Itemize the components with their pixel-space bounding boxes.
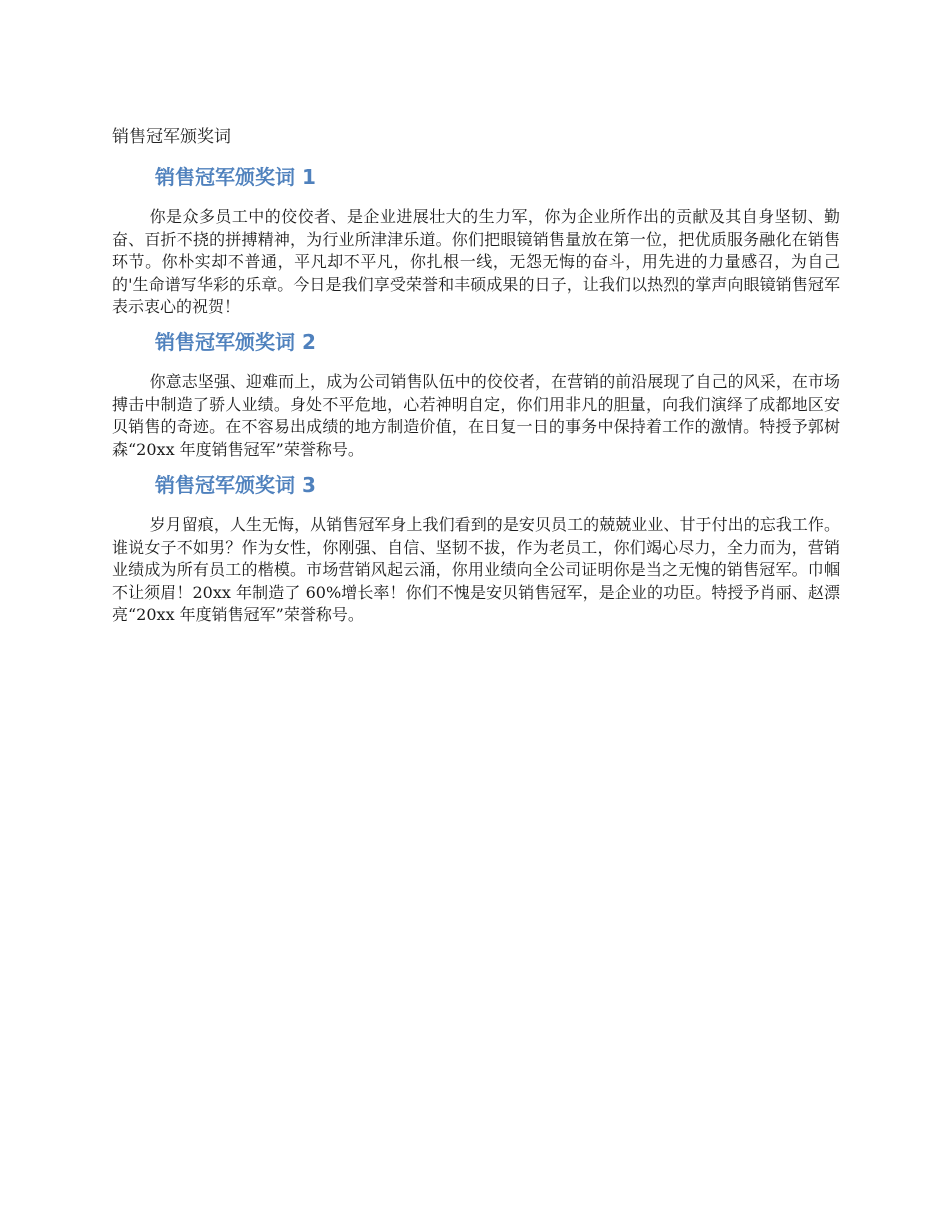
section-body-2: 你意志坚强、迎难而上，成为公司销售队伍中的佼佼者，在营销的前沿展现了自己的风采，在市场搏击中制造了骄人业绩。身处不平危地，心若神明自定，你们用非凡的胆量，向我们演绎了成都地区安贝销售的奇迹。在不容易出成绩的地方制造价值，在日复一日的事务中保持着工作的激情。特授予郭树森“20xx 年度销售冠军”荣誉称号。 bbox=[112, 372, 840, 459]
award-section-2 bbox=[112, 329, 840, 461]
document-title: 销售冠军颁奖词 bbox=[112, 127, 231, 147]
section-heading-1: 销售冠军颁奖词 1 bbox=[155, 165, 316, 189]
section-body-3: 岁月留痕，人生无悔，从销售冠军身上我们看到的是安贝员工的兢兢业业、甘于付出的忘我工作。谁说女子不如男？作为女性，你刚强、自信、坚韧不拔，作为老员工，你们竭心尽力，全力而为，营销业绩成为所有员工的楷模。市场营销风起云涌，你用业绩向全公司证明你是当之无愧的销售冠军。巾帼不让须眉！20xx 年制造了 60%增长率！你们不愧是安贝销售冠军，是企业的功臣。特授予肖丽、赵漂亮“20xx 年度销售冠军”荣誉称号。 bbox=[112, 515, 840, 624]
award-section-1 bbox=[112, 164, 840, 319]
section-heading-2: 销售冠军颁奖词 2 bbox=[155, 330, 316, 354]
section-body-1: 你是众多员工中的佼佼者、是企业进展壮大的生力军，你为企业所作出的贡献及其自身坚韧、勤奋、百折不挠的拼搏精神，为行业所津津乐道。你们把眼镜销售量放在第一位，把优质服务融化在销售环节。你朴实却不普通，平凡却不平凡，你扎根一线，无怨无悔的奋斗，用先进的力量感召，为自己的'生命谱写华彩的乐章。今日是我们享受荣誉和丰硕成果的日子，让我们以热烈的掌声向眼镜销售冠军表示衷心的祝贺！ bbox=[112, 207, 840, 316]
section-heading-3: 销售冠军颁奖词 3 bbox=[155, 473, 316, 497]
award-section-3 bbox=[112, 472, 840, 627]
